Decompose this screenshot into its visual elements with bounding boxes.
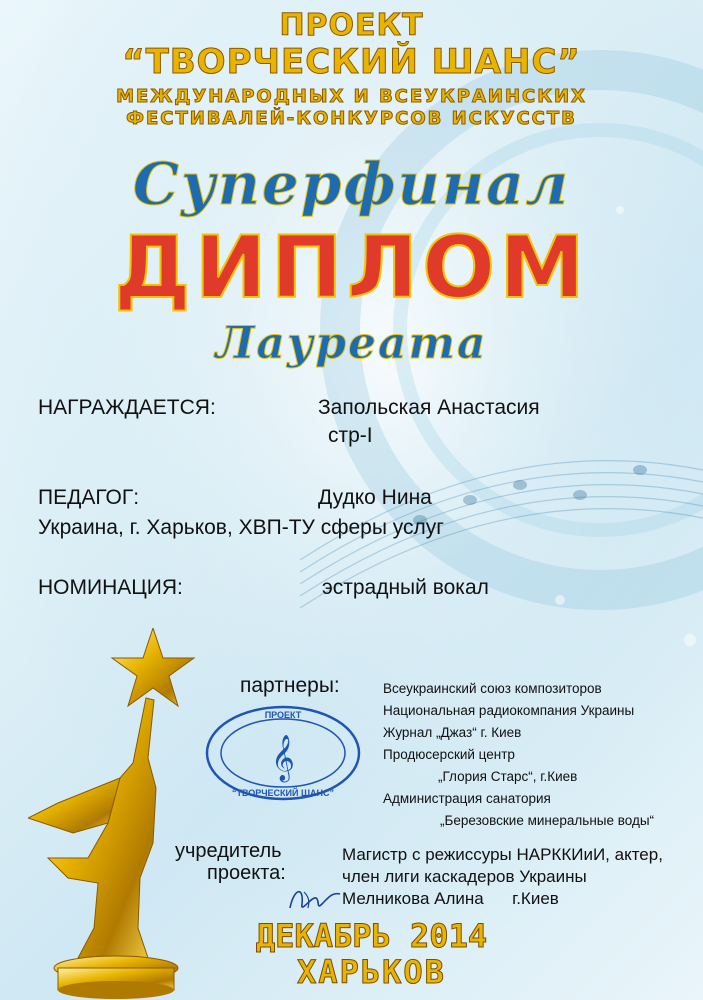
project-stamp bbox=[203, 703, 363, 803]
laureate-title: Лауреата bbox=[215, 318, 488, 369]
founder-line2: член лиги каскадеров Украины bbox=[342, 867, 587, 886]
partner-item: „Березовские минеральные воды“ bbox=[440, 813, 655, 828]
partners-label: партнеры: bbox=[240, 674, 340, 697]
partner-item: „Глория Старс“, г.Киев bbox=[438, 769, 578, 784]
partner-item: Администрация санатория bbox=[383, 791, 551, 806]
partner-item: Национальная радиокомпания Украины bbox=[383, 703, 635, 718]
founder-label-line1: учредитель bbox=[175, 840, 282, 862]
founder-label-line2: проекта: bbox=[207, 862, 286, 884]
awarded-name: Запольская Анастасия bbox=[318, 396, 540, 419]
project-subtitle-line1: МЕЖДУНАРОДНЫХ И ВСЕУКРАИНСКИХ bbox=[116, 86, 587, 107]
diploma-title: ДИПЛОМ bbox=[114, 218, 589, 318]
partner-item: Журнал „Джаз“ г. Киев bbox=[383, 725, 522, 740]
diploma-city: ХАРЬКОВ bbox=[297, 953, 446, 991]
awarded-extra: стр-I bbox=[328, 424, 373, 447]
diploma-date: ДЕКАБРЬ 2014 bbox=[255, 917, 488, 955]
founder-line3: Мелникова Алина г.Киев bbox=[342, 889, 559, 908]
treble-clef-icon bbox=[271, 735, 295, 783]
founder-line1: Магистр с режиссуры НАРККИиИ, актер, bbox=[342, 845, 663, 864]
nomination-value: эстрадный вокал bbox=[322, 576, 489, 599]
project-heading: ПРОЕКТ bbox=[279, 8, 424, 43]
signature bbox=[282, 878, 352, 918]
awarded-label: НАГРАЖДАЕТСЯ: bbox=[38, 396, 216, 419]
teacher-label: ПЕДАГОГ: bbox=[38, 486, 140, 509]
partner-item: Продюсерский центр bbox=[383, 747, 515, 762]
svg-text:𝄞: 𝄞 bbox=[271, 735, 295, 781]
teacher-name: Дудко Нина bbox=[318, 486, 432, 509]
teacher-place: Украина, г. Харьков, ХВП-ТУ сферы услуг bbox=[38, 516, 444, 539]
stamp-top-text: ПРОЕКТ bbox=[264, 710, 302, 720]
stamp-bottom-text: “ТВОРЧЕСКИЙ ШАНС” bbox=[231, 788, 335, 798]
partner-item: Всеукраинский союз композиторов bbox=[383, 681, 602, 696]
nomination-label: НОМИНАЦИЯ: bbox=[38, 576, 183, 599]
superfinal-title: Суперфинал bbox=[132, 150, 571, 218]
project-name: “ТВОРЧЕСКИЙ ШАНС” bbox=[122, 42, 581, 82]
project-subtitle-line2: ФЕСТИВАЛЕЙ-КОНКУРСОВ ИСКУССТВ bbox=[126, 108, 577, 129]
